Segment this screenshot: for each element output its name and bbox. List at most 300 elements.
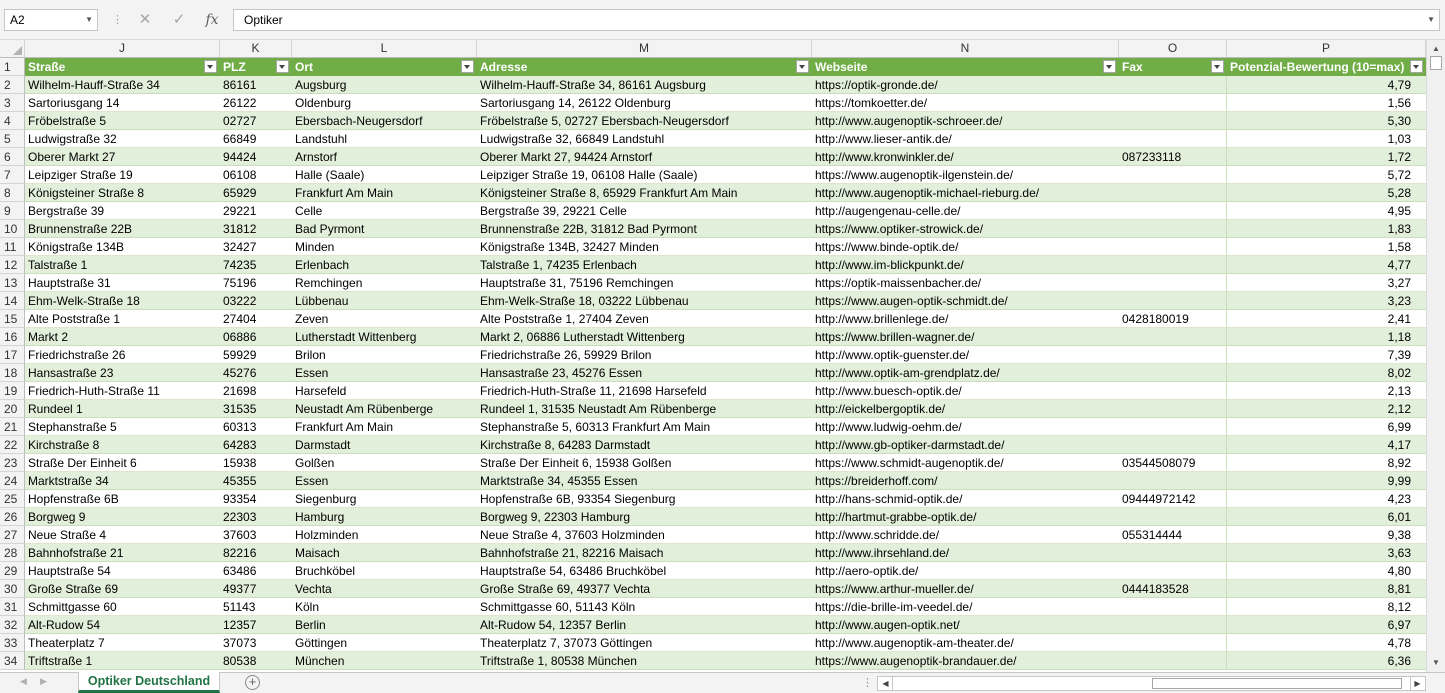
cancel-x-icon[interactable]: ✕ bbox=[138, 11, 152, 28]
cell-webseite[interactable]: http://augengenau-celle.de/ bbox=[812, 202, 1119, 220]
cell-plz[interactable]: 94424 bbox=[220, 148, 292, 166]
cell-adresse[interactable]: Triftstraße 1, 80538 München bbox=[477, 652, 812, 670]
cell-fax[interactable] bbox=[1119, 634, 1227, 652]
cell-potenzial[interactable]: 4,80 bbox=[1227, 562, 1426, 580]
row-number[interactable]: 23 bbox=[0, 454, 25, 472]
cell-strasse[interactable]: Bahnhofstraße 21 bbox=[25, 544, 220, 562]
cell-adresse[interactable]: Hauptstraße 31, 75196 Remchingen bbox=[477, 274, 812, 292]
cell-webseite[interactable]: http://www.lieser-antik.de/ bbox=[812, 130, 1119, 148]
cell-plz[interactable]: 32427 bbox=[220, 238, 292, 256]
cell-adresse[interactable]: Große Straße 69, 49377 Vechta bbox=[477, 580, 812, 598]
cell-webseite[interactable]: https://www.augen-optik-schmidt.de/ bbox=[812, 292, 1119, 310]
filter-dropdown-icon[interactable] bbox=[796, 60, 809, 73]
cell-ort[interactable]: Frankfurt Am Main bbox=[292, 184, 477, 202]
cell-fax[interactable] bbox=[1119, 436, 1227, 454]
cell-strasse[interactable]: Hauptstraße 54 bbox=[25, 562, 220, 580]
cell-webseite[interactable]: http://www.augenoptik-michael-rieburg.de/ bbox=[812, 184, 1119, 202]
cell-adresse[interactable]: Schmittgasse 60, 51143 Köln bbox=[477, 598, 812, 616]
cell-fax[interactable]: 09444972142 bbox=[1119, 490, 1227, 508]
cell-ort[interactable]: Landstuhl bbox=[292, 130, 477, 148]
column-header-k[interactable]: K bbox=[220, 40, 292, 57]
cell-webseite[interactable]: http://www.optik-am-grendplatz.de/ bbox=[812, 364, 1119, 382]
header-ort[interactable] bbox=[292, 58, 477, 76]
cell-plz[interactable]: 63486 bbox=[220, 562, 292, 580]
cell-ort[interactable]: Bruchköbel bbox=[292, 562, 477, 580]
cell-webseite[interactable]: http://hartmut-grabbe-optik.de/ bbox=[812, 508, 1119, 526]
cell-fax[interactable] bbox=[1119, 562, 1227, 580]
cell-fax[interactable] bbox=[1119, 112, 1227, 130]
cell-fax[interactable] bbox=[1119, 76, 1227, 94]
cell-webseite[interactable]: https://www.optiker-strowick.de/ bbox=[812, 220, 1119, 238]
cell-potenzial[interactable]: 9,38 bbox=[1227, 526, 1426, 544]
cell-fax[interactable]: 0444183528 bbox=[1119, 580, 1227, 598]
header-webseite[interactable] bbox=[812, 58, 1119, 76]
cell-ort[interactable]: Köln bbox=[292, 598, 477, 616]
row-number[interactable]: 12 bbox=[0, 256, 25, 274]
cell-fax[interactable] bbox=[1119, 472, 1227, 490]
cell-potenzial[interactable]: 1,03 bbox=[1227, 130, 1426, 148]
cell-strasse[interactable]: Ehm-Welk-Straße 18 bbox=[25, 292, 220, 310]
cell-strasse[interactable]: Sartoriusgang 14 bbox=[25, 94, 220, 112]
cell-potenzial[interactable]: 8,12 bbox=[1227, 598, 1426, 616]
cell-plz[interactable]: 12357 bbox=[220, 616, 292, 634]
row-number[interactable]: 27 bbox=[0, 526, 25, 544]
cell-fax[interactable] bbox=[1119, 328, 1227, 346]
cell-fax[interactable] bbox=[1119, 616, 1227, 634]
cell-ort[interactable]: Maisach bbox=[292, 544, 477, 562]
cell-webseite[interactable]: http://www.brillenlege.de/ bbox=[812, 310, 1119, 328]
cell-strasse[interactable]: Brunnenstraße 22B bbox=[25, 220, 220, 238]
cell-adresse[interactable]: Alt-Rudow 54, 12357 Berlin bbox=[477, 616, 812, 634]
cell-adresse[interactable]: Marktstraße 34, 45355 Essen bbox=[477, 472, 812, 490]
vertical-scroll-thumb[interactable] bbox=[1430, 56, 1442, 70]
row-number[interactable]: 6 bbox=[0, 148, 25, 166]
chevron-down-icon[interactable]: ▼ bbox=[85, 15, 93, 24]
cell-webseite[interactable]: https://www.brillen-wagner.de/ bbox=[812, 328, 1119, 346]
cell-fax[interactable] bbox=[1119, 238, 1227, 256]
prev-sheet-icon[interactable]: ◀ bbox=[20, 676, 27, 686]
cell-fax[interactable] bbox=[1119, 94, 1227, 112]
column-header-o[interactable]: O bbox=[1119, 40, 1227, 57]
cell-adresse[interactable]: Theaterplatz 7, 37073 Göttingen bbox=[477, 634, 812, 652]
cell-potenzial[interactable]: 6,99 bbox=[1227, 418, 1426, 436]
cell-plz[interactable]: 51143 bbox=[220, 598, 292, 616]
cell-plz[interactable]: 82216 bbox=[220, 544, 292, 562]
cell-potenzial[interactable]: 5,72 bbox=[1227, 166, 1426, 184]
cell-potenzial[interactable]: 1,58 bbox=[1227, 238, 1426, 256]
scroll-down-icon[interactable]: ▼ bbox=[1432, 658, 1440, 667]
cell-strasse[interactable]: Schmittgasse 60 bbox=[25, 598, 220, 616]
tab-options-icon[interactable]: ⋮ bbox=[862, 677, 873, 689]
cell-ort[interactable]: Berlin bbox=[292, 616, 477, 634]
formula-input[interactable] bbox=[233, 9, 1440, 31]
cell-ort[interactable]: Essen bbox=[292, 472, 477, 490]
filter-dropdown-icon[interactable] bbox=[204, 60, 217, 73]
cell-fax[interactable] bbox=[1119, 130, 1227, 148]
cell-webseite[interactable]: https://optik-maissenbacher.de/ bbox=[812, 274, 1119, 292]
cell-ort[interactable]: Neustadt Am Rübenberge bbox=[292, 400, 477, 418]
cell-strasse[interactable]: Hauptstraße 31 bbox=[25, 274, 220, 292]
cell-potenzial[interactable]: 3,63 bbox=[1227, 544, 1426, 562]
cell-webseite[interactable]: http://www.augenoptik-schroeer.de/ bbox=[812, 112, 1119, 130]
cell-ort[interactable]: Siegenburg bbox=[292, 490, 477, 508]
enter-check-icon[interactable]: ✓ bbox=[172, 11, 186, 28]
cell-ort[interactable]: Arnstorf bbox=[292, 148, 477, 166]
cell-potenzial[interactable]: 2,12 bbox=[1227, 400, 1426, 418]
cell-adresse[interactable]: Königsteiner Straße 8, 65929 Frankfurt Am Main bbox=[477, 184, 812, 202]
sheet-tab-optiker-deutschland[interactable]: Optiker Deutschland bbox=[78, 672, 220, 693]
cell-strasse[interactable]: Fröbelstraße 5 bbox=[25, 112, 220, 130]
filter-dropdown-icon[interactable] bbox=[1410, 60, 1423, 73]
horizontal-scrollbar[interactable] bbox=[877, 676, 1426, 691]
cell-webseite[interactable]: https://tomkoetter.de/ bbox=[812, 94, 1119, 112]
cell-plz[interactable]: 75196 bbox=[220, 274, 292, 292]
cell-webseite[interactable]: http://www.ludwig-oehm.de/ bbox=[812, 418, 1119, 436]
row-number[interactable]: 19 bbox=[0, 382, 25, 400]
cell-strasse[interactable]: Hopfenstraße 6B bbox=[25, 490, 220, 508]
cell-ort[interactable]: Augsburg bbox=[292, 76, 477, 94]
cell-webseite[interactable]: http://www.augenoptik-am-theater.de/ bbox=[812, 634, 1119, 652]
cell-ort[interactable]: Brilon bbox=[292, 346, 477, 364]
cell-ort[interactable]: Oldenburg bbox=[292, 94, 477, 112]
cell-potenzial[interactable]: 4,95 bbox=[1227, 202, 1426, 220]
cell-ort[interactable]: Lübbenau bbox=[292, 292, 477, 310]
header-fax[interactable] bbox=[1119, 58, 1227, 76]
cell-adresse[interactable]: Brunnenstraße 22B, 31812 Bad Pyrmont bbox=[477, 220, 812, 238]
cell-ort[interactable]: Darmstadt bbox=[292, 436, 477, 454]
row-number[interactable]: 2 bbox=[0, 76, 25, 94]
cell-webseite[interactable]: http://aero-optik.de/ bbox=[812, 562, 1119, 580]
cell-fax[interactable] bbox=[1119, 166, 1227, 184]
cell-ort[interactable]: München bbox=[292, 652, 477, 670]
cell-potenzial[interactable]: 1,18 bbox=[1227, 328, 1426, 346]
horizontal-scroll-thumb[interactable] bbox=[1152, 678, 1402, 689]
filter-dropdown-icon[interactable] bbox=[461, 60, 474, 73]
cell-adresse[interactable]: Borgweg 9, 22303 Hamburg bbox=[477, 508, 812, 526]
cell-plz[interactable]: 86161 bbox=[220, 76, 292, 94]
cell-plz[interactable]: 49377 bbox=[220, 580, 292, 598]
cell-potenzial[interactable]: 6,01 bbox=[1227, 508, 1426, 526]
cell-strasse[interactable]: Königsteiner Straße 8 bbox=[25, 184, 220, 202]
cell-ort[interactable]: Frankfurt Am Main bbox=[292, 418, 477, 436]
cell-plz[interactable]: 64283 bbox=[220, 436, 292, 454]
cell-plz[interactable]: 21698 bbox=[220, 382, 292, 400]
cell-ort[interactable]: Göttingen bbox=[292, 634, 477, 652]
column-header-l[interactable]: L bbox=[292, 40, 477, 57]
row-number[interactable]: 4 bbox=[0, 112, 25, 130]
cell-webseite[interactable]: http://www.im-blickpunkt.de/ bbox=[812, 256, 1119, 274]
cell-adresse[interactable]: Hopfenstraße 6B, 93354 Siegenburg bbox=[477, 490, 812, 508]
cell-adresse[interactable]: Friedrichstraße 26, 59929 Brilon bbox=[477, 346, 812, 364]
cell-ort[interactable]: Vechta bbox=[292, 580, 477, 598]
cell-adresse[interactable]: Talstraße 1, 74235 Erlenbach bbox=[477, 256, 812, 274]
column-header-n[interactable]: N bbox=[812, 40, 1119, 57]
cell-adresse[interactable]: Sartoriusgang 14, 26122 Oldenburg bbox=[477, 94, 812, 112]
cell-plz[interactable]: 06108 bbox=[220, 166, 292, 184]
more-options-icon[interactable]: ⋮ bbox=[112, 14, 123, 26]
cell-ort[interactable]: Remchingen bbox=[292, 274, 477, 292]
cell-strasse[interactable]: Theaterplatz 7 bbox=[25, 634, 220, 652]
cell-potenzial[interactable]: 1,83 bbox=[1227, 220, 1426, 238]
cell-plz[interactable]: 06886 bbox=[220, 328, 292, 346]
row-number[interactable]: 1 bbox=[0, 58, 25, 76]
row-number[interactable]: 17 bbox=[0, 346, 25, 364]
next-sheet-icon[interactable]: ▶ bbox=[40, 676, 47, 686]
cell-webseite[interactable]: https://breiderhoff.com/ bbox=[812, 472, 1119, 490]
cell-webseite[interactable]: http://www.augen-optik.net/ bbox=[812, 616, 1119, 634]
cell-strasse[interactable]: Markt 2 bbox=[25, 328, 220, 346]
cell-adresse[interactable]: Ludwigstraße 32, 66849 Landstuhl bbox=[477, 130, 812, 148]
cell-potenzial[interactable]: 9,99 bbox=[1227, 472, 1426, 490]
vertical-scrollbar[interactable] bbox=[1426, 40, 1445, 672]
cell-webseite[interactable]: https://www.arthur-mueller.de/ bbox=[812, 580, 1119, 598]
cell-potenzial[interactable]: 4,77 bbox=[1227, 256, 1426, 274]
cell-fax[interactable] bbox=[1119, 220, 1227, 238]
insert-function-icon[interactable]: fx bbox=[205, 12, 219, 28]
cell-adresse[interactable]: Oberer Markt 27, 94424 Arnstorf bbox=[477, 148, 812, 166]
cell-strasse[interactable]: Borgweg 9 bbox=[25, 508, 220, 526]
cell-adresse[interactable]: Bergstraße 39, 29221 Celle bbox=[477, 202, 812, 220]
cell-potenzial[interactable]: 8,02 bbox=[1227, 364, 1426, 382]
cell-fax[interactable] bbox=[1119, 202, 1227, 220]
cell-fax[interactable]: 087233118 bbox=[1119, 148, 1227, 166]
name-box[interactable] bbox=[4, 9, 98, 31]
cell-strasse[interactable]: Wilhelm-Hauff-Straße 34 bbox=[25, 76, 220, 94]
cell-ort[interactable]: Harsefeld bbox=[292, 382, 477, 400]
row-number[interactable]: 33 bbox=[0, 634, 25, 652]
column-header-p[interactable]: P bbox=[1227, 40, 1426, 57]
row-number[interactable]: 11 bbox=[0, 238, 25, 256]
cell-strasse[interactable]: Triftstraße 1 bbox=[25, 652, 220, 670]
cell-fax[interactable] bbox=[1119, 508, 1227, 526]
row-number[interactable]: 25 bbox=[0, 490, 25, 508]
cell-potenzial[interactable]: 3,27 bbox=[1227, 274, 1426, 292]
cell-adresse[interactable]: Ehm-Welk-Straße 18, 03222 Lübbenau bbox=[477, 292, 812, 310]
cell-adresse[interactable]: Alte Poststraße 1, 27404 Zeven bbox=[477, 310, 812, 328]
cell-potenzial[interactable]: 6,36 bbox=[1227, 652, 1426, 670]
cell-strasse[interactable]: Friedrichstraße 26 bbox=[25, 346, 220, 364]
cell-webseite[interactable]: http://www.ihrsehland.de/ bbox=[812, 544, 1119, 562]
cell-fax[interactable] bbox=[1119, 184, 1227, 202]
cell-ort[interactable]: Zeven bbox=[292, 310, 477, 328]
cell-adresse[interactable]: Hauptstraße 54, 63486 Bruchköbel bbox=[477, 562, 812, 580]
cell-strasse[interactable]: Friedrich-Huth-Straße 11 bbox=[25, 382, 220, 400]
header-strasse[interactable] bbox=[25, 58, 220, 76]
cell-potenzial[interactable]: 1,72 bbox=[1227, 148, 1426, 166]
row-number[interactable]: 18 bbox=[0, 364, 25, 382]
row-number[interactable]: 28 bbox=[0, 544, 25, 562]
cell-potenzial[interactable]: 7,39 bbox=[1227, 346, 1426, 364]
cell-ort[interactable]: Golßen bbox=[292, 454, 477, 472]
cell-plz[interactable]: 37073 bbox=[220, 634, 292, 652]
cell-plz[interactable]: 29221 bbox=[220, 202, 292, 220]
cell-potenzial[interactable]: 8,81 bbox=[1227, 580, 1426, 598]
header-potenzial[interactable] bbox=[1227, 58, 1426, 76]
row-number[interactable]: 9 bbox=[0, 202, 25, 220]
column-header-j[interactable]: J bbox=[25, 40, 220, 57]
cell-strasse[interactable]: Kirchstraße 8 bbox=[25, 436, 220, 454]
cell-webseite[interactable]: https://www.augenoptik-brandauer.de/ bbox=[812, 652, 1119, 670]
cell-strasse[interactable]: Leipziger Straße 19 bbox=[25, 166, 220, 184]
cell-webseite[interactable]: http://www.gb-optiker-darmstadt.de/ bbox=[812, 436, 1119, 454]
cell-fax[interactable] bbox=[1119, 418, 1227, 436]
cell-webseite[interactable]: http://www.kronwinkler.de/ bbox=[812, 148, 1119, 166]
cell-potenzial[interactable]: 4,17 bbox=[1227, 436, 1426, 454]
cell-strasse[interactable]: Ludwigstraße 32 bbox=[25, 130, 220, 148]
scroll-left-icon[interactable]: ◀ bbox=[879, 677, 893, 690]
cell-potenzial[interactable]: 6,97 bbox=[1227, 616, 1426, 634]
cell-ort[interactable]: Halle (Saale) bbox=[292, 166, 477, 184]
cell-ort[interactable]: Essen bbox=[292, 364, 477, 382]
filter-dropdown-icon[interactable] bbox=[1211, 60, 1224, 73]
cell-plz[interactable]: 31535 bbox=[220, 400, 292, 418]
row-number[interactable]: 29 bbox=[0, 562, 25, 580]
chevron-down-icon[interactable]: ▼ bbox=[1427, 15, 1435, 24]
cell-strasse[interactable]: Alte Poststraße 1 bbox=[25, 310, 220, 328]
cell-plz[interactable]: 26122 bbox=[220, 94, 292, 112]
cell-plz[interactable]: 65929 bbox=[220, 184, 292, 202]
cell-fax[interactable] bbox=[1119, 274, 1227, 292]
row-number[interactable]: 30 bbox=[0, 580, 25, 598]
cell-adresse[interactable]: Kirchstraße 8, 64283 Darmstadt bbox=[477, 436, 812, 454]
row-number[interactable]: 34 bbox=[0, 652, 25, 670]
cell-webseite[interactable]: http://eickelbergoptik.de/ bbox=[812, 400, 1119, 418]
row-number[interactable]: 20 bbox=[0, 400, 25, 418]
row-number[interactable]: 21 bbox=[0, 418, 25, 436]
select-all-button[interactable] bbox=[0, 40, 25, 57]
row-number[interactable]: 10 bbox=[0, 220, 25, 238]
cell-strasse[interactable]: Rundeel 1 bbox=[25, 400, 220, 418]
cell-ort[interactable]: Bad Pyrmont bbox=[292, 220, 477, 238]
row-number[interactable]: 26 bbox=[0, 508, 25, 526]
cell-strasse[interactable]: Bergstraße 39 bbox=[25, 202, 220, 220]
cell-potenzial[interactable]: 8,92 bbox=[1227, 454, 1426, 472]
cell-plz[interactable]: 31812 bbox=[220, 220, 292, 238]
row-number[interactable]: 24 bbox=[0, 472, 25, 490]
cell-ort[interactable]: Celle bbox=[292, 202, 477, 220]
cell-plz[interactable]: 60313 bbox=[220, 418, 292, 436]
cell-adresse[interactable]: Leipziger Straße 19, 06108 Halle (Saale) bbox=[477, 166, 812, 184]
cell-adresse[interactable]: Markt 2, 06886 Lutherstadt Wittenberg bbox=[477, 328, 812, 346]
cell-potenzial[interactable]: 3,23 bbox=[1227, 292, 1426, 310]
scroll-up-icon[interactable]: ▲ bbox=[1432, 44, 1440, 53]
cell-webseite[interactable]: https://www.augenoptik-ilgenstein.de/ bbox=[812, 166, 1119, 184]
cell-strasse[interactable]: Talstraße 1 bbox=[25, 256, 220, 274]
cell-potenzial[interactable]: 4,79 bbox=[1227, 76, 1426, 94]
cell-ort[interactable]: Holzminden bbox=[292, 526, 477, 544]
cell-potenzial[interactable]: 1,56 bbox=[1227, 94, 1426, 112]
cell-strasse[interactable]: Hansastraße 23 bbox=[25, 364, 220, 382]
cell-webseite[interactable]: https://www.schmidt-augenoptik.de/ bbox=[812, 454, 1119, 472]
cell-plz[interactable]: 02727 bbox=[220, 112, 292, 130]
cell-plz[interactable]: 74235 bbox=[220, 256, 292, 274]
header-adresse[interactable] bbox=[477, 58, 812, 76]
cell-strasse[interactable]: Große Straße 69 bbox=[25, 580, 220, 598]
cell-adresse[interactable]: Königstraße 134B, 32427 Minden bbox=[477, 238, 812, 256]
cell-webseite[interactable]: https://die-brille-im-veedel.de/ bbox=[812, 598, 1119, 616]
row-number[interactable]: 8 bbox=[0, 184, 25, 202]
row-number[interactable]: 31 bbox=[0, 598, 25, 616]
cell-plz[interactable]: 93354 bbox=[220, 490, 292, 508]
cell-adresse[interactable]: Straße Der Einheit 6, 15938 Golßen bbox=[477, 454, 812, 472]
cell-strasse[interactable]: Marktstraße 34 bbox=[25, 472, 220, 490]
cell-fax[interactable] bbox=[1119, 598, 1227, 616]
cell-plz[interactable]: 03222 bbox=[220, 292, 292, 310]
row-number[interactable]: 22 bbox=[0, 436, 25, 454]
row-number[interactable]: 3 bbox=[0, 94, 25, 112]
cell-plz[interactable]: 37603 bbox=[220, 526, 292, 544]
cell-webseite[interactable]: http://hans-schmid-optik.de/ bbox=[812, 490, 1119, 508]
cell-plz[interactable]: 22303 bbox=[220, 508, 292, 526]
cell-plz[interactable]: 27404 bbox=[220, 310, 292, 328]
row-number[interactable]: 16 bbox=[0, 328, 25, 346]
cell-plz[interactable]: 80538 bbox=[220, 652, 292, 670]
cell-potenzial[interactable]: 5,28 bbox=[1227, 184, 1426, 202]
cell-adresse[interactable]: Stephanstraße 5, 60313 Frankfurt Am Main bbox=[477, 418, 812, 436]
cell-plz[interactable]: 45355 bbox=[220, 472, 292, 490]
filter-dropdown-icon[interactable] bbox=[276, 60, 289, 73]
cell-webseite[interactable]: https://optik-gronde.de/ bbox=[812, 76, 1119, 94]
filter-dropdown-icon[interactable] bbox=[1103, 60, 1116, 73]
cell-fax[interactable] bbox=[1119, 652, 1227, 670]
cell-adresse[interactable]: Hansastraße 23, 45276 Essen bbox=[477, 364, 812, 382]
cell-adresse[interactable]: Friedrich-Huth-Straße 11, 21698 Harsefeld bbox=[477, 382, 812, 400]
cell-ort[interactable]: Minden bbox=[292, 238, 477, 256]
cell-adresse[interactable]: Bahnhofstraße 21, 82216 Maisach bbox=[477, 544, 812, 562]
cell-webseite[interactable]: https://www.binde-optik.de/ bbox=[812, 238, 1119, 256]
cell-strasse[interactable]: Straße Der Einheit 6 bbox=[25, 454, 220, 472]
cell-potenzial[interactable]: 5,30 bbox=[1227, 112, 1426, 130]
cell-fax[interactable]: 0428180019 bbox=[1119, 310, 1227, 328]
column-header-m[interactable]: M bbox=[477, 40, 812, 57]
cell-ort[interactable]: Lutherstadt Wittenberg bbox=[292, 328, 477, 346]
cell-strasse[interactable]: Neue Straße 4 bbox=[25, 526, 220, 544]
cell-strasse[interactable]: Oberer Markt 27 bbox=[25, 148, 220, 166]
add-sheet-icon[interactable]: + bbox=[245, 675, 260, 690]
cell-fax[interactable] bbox=[1119, 346, 1227, 364]
cell-plz[interactable]: 59929 bbox=[220, 346, 292, 364]
cell-webseite[interactable]: http://www.buesch-optik.de/ bbox=[812, 382, 1119, 400]
cell-fax[interactable] bbox=[1119, 364, 1227, 382]
cell-ort[interactable]: Erlenbach bbox=[292, 256, 477, 274]
header-plz[interactable] bbox=[220, 58, 292, 76]
cell-strasse[interactable]: Alt-Rudow 54 bbox=[25, 616, 220, 634]
cell-adresse[interactable]: Rundeel 1, 31535 Neustadt Am Rübenberge bbox=[477, 400, 812, 418]
cell-fax[interactable] bbox=[1119, 544, 1227, 562]
scroll-right-icon[interactable]: ▶ bbox=[1410, 677, 1424, 690]
cell-fax[interactable] bbox=[1119, 292, 1227, 310]
cell-webseite[interactable]: http://www.optik-guenster.de/ bbox=[812, 346, 1119, 364]
row-number[interactable]: 5 bbox=[0, 130, 25, 148]
cell-fax[interactable] bbox=[1119, 256, 1227, 274]
cell-potenzial[interactable]: 4,78 bbox=[1227, 634, 1426, 652]
cell-fax[interactable]: 03544508079 bbox=[1119, 454, 1227, 472]
cell-potenzial[interactable]: 2,13 bbox=[1227, 382, 1426, 400]
cell-potenzial[interactable]: 2,41 bbox=[1227, 310, 1426, 328]
cell-strasse[interactable]: Königstraße 134B bbox=[25, 238, 220, 256]
cell-adresse[interactable]: Neue Straße 4, 37603 Holzminden bbox=[477, 526, 812, 544]
cell-ort[interactable]: Ebersbach-Neugersdorf bbox=[292, 112, 477, 130]
row-number[interactable]: 7 bbox=[0, 166, 25, 184]
cell-fax[interactable] bbox=[1119, 400, 1227, 418]
cell-plz[interactable]: 45276 bbox=[220, 364, 292, 382]
cell-plz[interactable]: 15938 bbox=[220, 454, 292, 472]
row-number[interactable]: 14 bbox=[0, 292, 25, 310]
cell-fax[interactable] bbox=[1119, 382, 1227, 400]
cell-potenzial[interactable]: 4,23 bbox=[1227, 490, 1426, 508]
row-number[interactable]: 15 bbox=[0, 310, 25, 328]
cell-adresse[interactable]: Wilhelm-Hauff-Straße 34, 86161 Augsburg bbox=[477, 76, 812, 94]
